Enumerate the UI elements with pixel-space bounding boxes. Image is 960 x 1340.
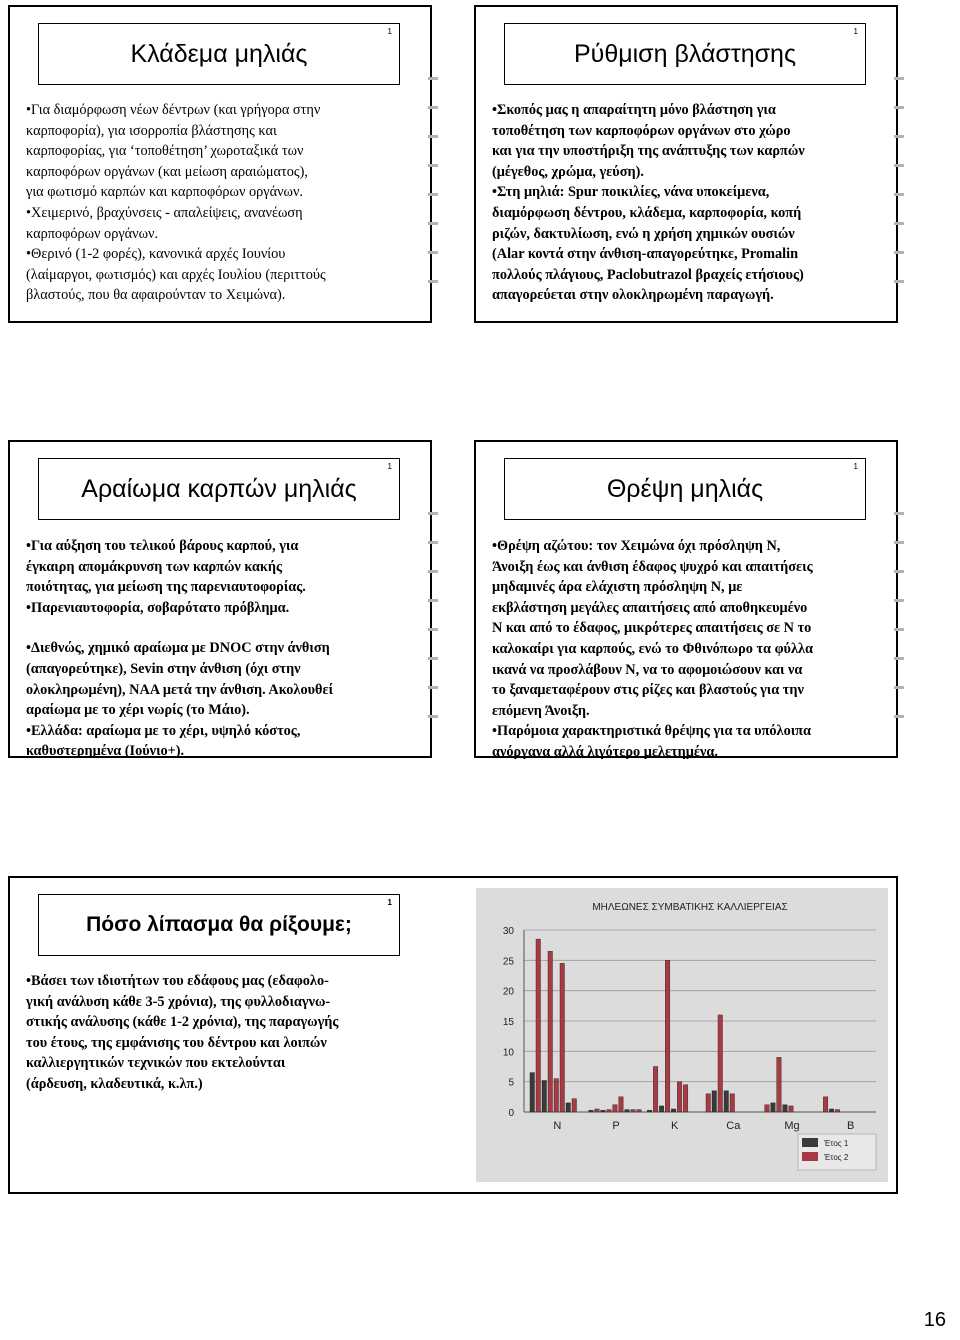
slide-3-line: •Διεθνώς, χημικό αραίωμα με DNOC στην άνθιση — [26, 640, 330, 657]
chart-bar — [601, 1110, 605, 1112]
chart-category-label: K — [670, 1120, 679, 1132]
chart-bar — [712, 1091, 717, 1112]
slide-1-line: καρποφορία), για ισορροπία βλάστησης και — [26, 122, 277, 139]
chart-bar — [560, 963, 565, 1112]
slide-4-line: καλοκαίρι για καρπούς, ενώ το Φθινόπωρο τα φύλλα — [492, 640, 813, 657]
slide-1-edge-ticks — [428, 77, 438, 309]
chart-bar — [783, 1105, 788, 1112]
chart-legend-swatch — [802, 1138, 818, 1147]
chart-bar — [536, 939, 541, 1112]
chart-ytick-label: 30 — [502, 926, 514, 937]
slide-3-edge-ticks — [428, 512, 438, 744]
slide-3-gap — [26, 618, 333, 638]
chart-bar — [677, 1082, 682, 1112]
slide-3-line: αραίωμα με το χέρι νωρίς (το Μάιο). — [26, 702, 250, 719]
slide-1-line: καρποφόρων οργάνων (και μείωση αραιώματος), — [26, 163, 308, 180]
slide-3-line: •Παρενιαυτοφορία, σοβαρότατο πρόβλημα. — [26, 599, 290, 616]
chart-bar — [671, 1109, 676, 1112]
chart-bar — [554, 1079, 559, 1112]
chart-bar — [777, 1057, 782, 1112]
chart-bar — [566, 1103, 571, 1112]
slide-mark: 1 — [853, 462, 858, 471]
chart-bar — [659, 1106, 664, 1112]
slide-1-line: βλαστούς, που θα αφαιρούνταν το Χειμώνα). — [26, 287, 286, 304]
slide-1-title-box — [38, 23, 400, 85]
slide-2-body — [492, 100, 805, 306]
chart-bar — [572, 1099, 577, 1112]
slide-2-title-box — [504, 23, 866, 85]
slide-3-body — [26, 536, 333, 762]
slide-3-line: καθυστερημένα (Ιούνιο+). — [26, 743, 185, 760]
slide-1-line: καρποφόρων οργάνων. — [26, 225, 159, 242]
slide-2-line: απαγορεύεται στην ολοκληρωμένη παραγωγή. — [492, 287, 774, 304]
slide-3-title: Αραίωμα καρπών μηλιάς — [81, 474, 357, 503]
slide-2-line: διαμόρφωση δέντρου, κλάδεμα, καρποφορία, κοπή — [492, 204, 802, 221]
chart-bar — [823, 1097, 828, 1112]
slide-2-line: •Σκοπός μας η απαραίτητη μόνο βλάστηση για — [492, 102, 776, 118]
chart-category-label: N — [553, 1120, 562, 1132]
chart-bar — [724, 1091, 729, 1112]
chart-bar — [771, 1103, 776, 1112]
chart-bar — [718, 1015, 723, 1112]
chart-bar — [530, 1073, 535, 1112]
slide-4-line: Ν και από το έδαφος, μικρότερες απαιτήσεις σε Ν το — [492, 620, 812, 637]
slide-2-line: •Στη μηλιά: Spur ποικιλίες, νάνα υποκείμενα, — [492, 184, 770, 201]
slide-3-line: ολοκληρωμένη), NAA μετά την άνθιση. Ακολουθεί — [26, 681, 334, 698]
chart-legend-label: Έτος 1 — [824, 1139, 849, 1148]
chart-title: ΜΗΛΕΩΝΕΣ ΣΥΜΒΑΤΙΚΗΣ ΚΑΛΛΙΕΡΓΕΙΑΣ — [592, 902, 788, 913]
chart-svg — [476, 888, 888, 1182]
slide-2-line: (μέγεθος, χρώμα, γεύση). — [492, 163, 644, 180]
slide-2-title: Ρύθμιση βλάστησης — [573, 39, 797, 68]
slide-2-line: ριζών, δακτυλίωση, ενώ η χρήση χημικών ουσιών — [492, 225, 795, 242]
slide-1-line: (λαίμαργοι, φωτισμός) και αρχές Ιουλίου (περιττούς — [26, 266, 326, 283]
chart-category-label: B — [846, 1120, 855, 1132]
slide-1-title: Κλάδεμα μηλιάς — [130, 39, 308, 68]
chart-bar — [683, 1085, 688, 1112]
chart-bar — [613, 1105, 618, 1112]
slide-4-line: Άνοιξη έως και άνθιση έδαφος ψυχρό και απαιτήσεις — [492, 558, 813, 575]
chart-bar — [835, 1110, 840, 1112]
slide-4-title: Θρέψη μηλιάς — [606, 474, 764, 503]
chart-bar — [607, 1110, 612, 1112]
slide-5-title-box — [38, 894, 400, 956]
chart-bar — [619, 1097, 624, 1112]
slide-4-line: επόμενη Άνοιξη. — [492, 702, 590, 719]
slide-3-line: •Για αύξηση του τελικού βάρους καρπού, για — [26, 538, 299, 554]
slide-1-line: •Χειμερινό, βραχύνσεις - απαλείψεις, ανανέωση — [26, 204, 303, 221]
chart-ytick-label: 15 — [502, 1017, 514, 1028]
slide-5-line: γική ανάλυση κάθε 3-5 χρόνια), της φυλλοδιαγνω- — [26, 993, 331, 1010]
chart-legend-swatch — [802, 1152, 818, 1161]
fertilizer-chart — [476, 888, 888, 1182]
slide-mark: 1 — [387, 462, 392, 471]
slide-1 — [8, 5, 432, 323]
chart-bar — [589, 1110, 594, 1112]
slide-5-title: Πόσο λίπασμα θα ρίξουμε; — [86, 913, 352, 936]
slide-mark: 1 — [853, 27, 858, 36]
slide-1-line: •Θερινό (1-2 φορές), κανονικά αρχές Ιουνίου — [26, 246, 286, 263]
slide-mark: 1 — [387, 898, 392, 907]
slide-1-line: •Για διαμόρφωση νέων δέντρων (και γρήγορα στην — [26, 102, 321, 118]
chart-legend-label: Έτος 2 — [824, 1153, 849, 1162]
slide-3-line: (απαγορεύτηκε), Sevin στην άνθιση (όχι στην — [26, 660, 301, 677]
chart-ytick-label: 20 — [502, 986, 514, 998]
slide-4-line: το ξαναμεταφέρουν στις ρίζες και βλαστούς για την — [492, 682, 804, 699]
slide-3-line: έγκαιρη απομάκρυνση των καρπών κακής — [26, 558, 282, 575]
slide-4-line: εκβλάστηση μεγάλες απαιτήσεις από αποθηκευμένο — [492, 599, 808, 616]
slide-4 — [474, 440, 898, 758]
slide-3-line: •Ελλάδα: αραίωμα με το χέρι, υψηλό κόστος, — [26, 722, 301, 739]
slide-2-line: τοποθέτηση των καρποφόρων οργάνων στο χώρο — [492, 122, 791, 139]
chart-bar — [548, 951, 553, 1112]
slide-2-line: (Alar κοντά στην άνθιση-απαγορεύτηκε, Promalin — [492, 246, 799, 263]
slide-3 — [8, 440, 432, 758]
slide-3-title-box — [38, 458, 400, 520]
chart-bar — [665, 960, 670, 1112]
slide-2 — [474, 5, 898, 323]
chart-ytick-label: 5 — [508, 1077, 514, 1089]
chart-bar — [625, 1110, 630, 1112]
slide-1-body — [26, 100, 326, 306]
slide-5-line: (άρδευση, κλαδευτικά, κ.λπ.) — [26, 1075, 203, 1092]
slide-mark: 1 — [387, 27, 392, 36]
chart-bar — [647, 1110, 652, 1112]
chart-category-label: Ca — [726, 1120, 741, 1132]
slide-4-line: μηδαμινές άρα ελάχιστη πρόσληψη Ν, με — [492, 579, 743, 596]
slide-1-line: καρποφορίας, για ‘τοποθέτηση’ χωροταξικά των — [26, 143, 304, 160]
slide-1-line: για φωτισμό καρπών και καρποφόρων οργάνων. — [26, 184, 303, 201]
chart-bar — [653, 1067, 658, 1113]
page-number: 16 — [923, 1309, 946, 1331]
slide-2-edge-ticks — [894, 77, 904, 309]
slide-3-line: ποιότητας, για μείωση της παρενιαυτοφορίας. — [26, 579, 306, 596]
slide-4-edge-ticks — [894, 512, 904, 744]
slide-4-title-box — [504, 458, 866, 520]
slide-4-body — [492, 536, 813, 763]
chart-bar — [542, 1080, 547, 1112]
chart-ytick-label: 25 — [502, 956, 514, 968]
chart-bar — [789, 1106, 794, 1112]
slide-5-body — [26, 971, 338, 1095]
chart-category-label: P — [612, 1120, 620, 1132]
chart-ytick-label: 0 — [508, 1108, 514, 1119]
slide-4-line: •Θρέψη αζώτου: τον Χειμώνα όχι πρόσληψη Ν, — [492, 538, 781, 554]
slide-5-line: •Βάσει των ιδιοτήτων του εδάφους μας (εδαφολο- — [26, 973, 329, 989]
slide-5-line: καλλιεργητικών τεχνικών που εκτελούνται — [26, 1055, 286, 1072]
slide-4-line: ανόργανα αλλά λιγότερο μελετημένα. — [492, 743, 718, 760]
chart-bar — [631, 1110, 636, 1112]
chart-bar — [595, 1109, 600, 1112]
chart-bar — [730, 1094, 735, 1112]
slide-2-line: και για την υποστήριξη της ανάπτυξης των καρπών — [492, 143, 805, 160]
chart-bar — [706, 1094, 711, 1112]
slide-2-line: πολλούς πλάγιους, Paclobutrazol βραχείς ετήσιους) — [492, 266, 804, 283]
chart-category-label: Mg — [784, 1120, 800, 1132]
slide-4-line: ικανά να προσλάβουν Ν, να το αφομοιώσουν και να — [492, 661, 803, 678]
slide-5-line: του έτους, της εμφάνισης του δέντρου και λοιπών — [26, 1034, 327, 1051]
slide-4-line: •Παρόμοια χαρακτηριστικά θρέψης για τα υπόλοιπα — [492, 723, 811, 740]
chart-ytick-label: 10 — [502, 1047, 514, 1059]
chart-bar — [765, 1105, 770, 1112]
chart-bar — [829, 1109, 834, 1112]
chart-bar — [637, 1110, 642, 1112]
slide-5-line: στικής ανάλυσης (κάθε 1-2 χρόνια), της παραγωγής — [26, 1014, 339, 1031]
